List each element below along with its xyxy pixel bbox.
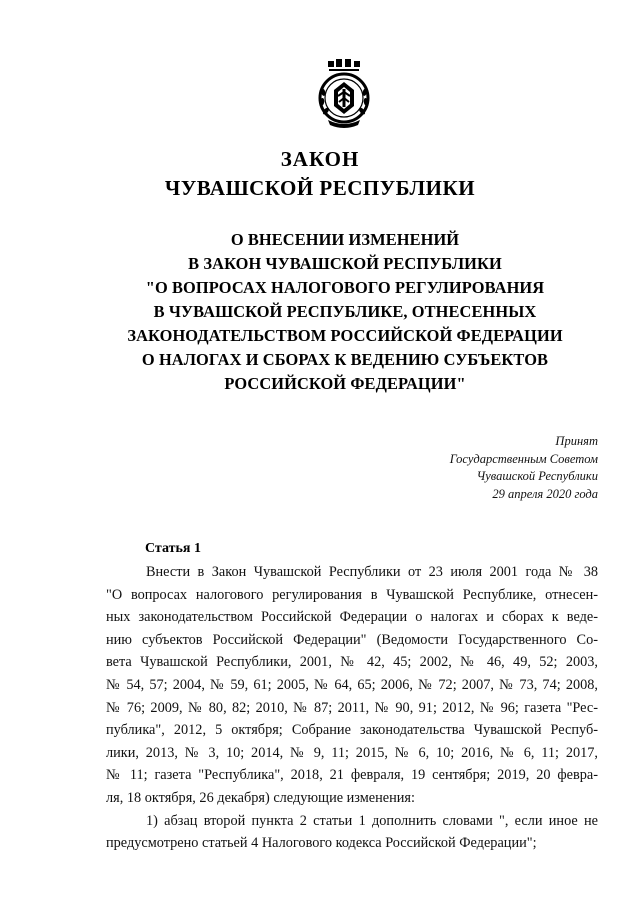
document-type-title: ЗАКОН (280, 147, 360, 171)
body-line: нию субъектов Российской Федерации" (Ведомости Государственного Со- (106, 631, 598, 648)
law-name-line: В ЗАКОН ЧУВАШСКОЙ РЕСПУБЛИКИ (188, 254, 502, 273)
body-line: "О вопросах налогового регулирования в Чувашской Республике, отнесен- (106, 586, 598, 603)
law-name-line: О ВНЕСЕНИИ ИЗМЕНЕНИЙ (230, 230, 460, 249)
adoption-line: Государственным Советом (449, 451, 598, 466)
body-line: вета Чувашской Республики, 2001, № 42, 45; 2002, № 46, 49, 52; 2003, (106, 654, 598, 671)
law-name-line: РОССИЙСКОЙ ФЕДЕРАЦИИ" (224, 374, 466, 393)
chuvash-emblem-icon (314, 58, 374, 130)
adoption-line: Принят (555, 434, 598, 448)
article-heading: Статья 1 (145, 541, 201, 556)
body-line: ля, 18 октября, 26 декабря) следующие изменения: (106, 789, 415, 806)
body-line: публика", 2012, 5 октября; Собрание законодательства Чувашской Респуб- (106, 722, 598, 739)
issuer-title: ЧУВАШСКОЙ РЕСПУБЛИКИ (164, 176, 476, 200)
body-line: № 54, 57; 2004, № 59, 61; 2005, № 64, 65; 2006, № 72; 2007, № 73, 74; 2008, (106, 676, 598, 693)
law-name-line: О НАЛОГАХ И СБОРАХ К ВЕДЕНИЮ СУБЪЕКТОВ (141, 350, 549, 369)
body-line: № 11; газета "Республика", 2018, 21 февраля, 19 сентября; 2019, 20 февра- (106, 767, 598, 784)
article-body (106, 561, 598, 855)
body-line: лики, 2013, № 3, 10; 2014, № 9, 11; 2015, № 6, 10; 2016, № 6, 11; 2017, (106, 744, 598, 761)
body-line: Внести в Закон Чувашской Республики от 23 июля 2001 года № 38 (146, 564, 598, 580)
body-line: 1) абзац второй пункта 2 статьи 1 дополнить словами ", если иное не (146, 812, 598, 829)
body-line: № 76; 2009, № 80, 82; 2010, № 87; 2011, № 90, 91; 2012, № 96; газета "Рес- (106, 699, 598, 716)
law-name-line: ЗАКОНОДАТЕЛЬСТВОМ РОССИЙСКОЙ ФЕДЕРАЦИИ (127, 326, 563, 345)
adoption-line: Чувашской Республики (476, 469, 598, 483)
body-line: ных законодательством Российской Федерации о налогах и сборах к веде- (106, 609, 598, 626)
law-name-line: "О ВОПРОСАХ НАЛОГОВОГО РЕГУЛИРОВАНИЯ (145, 278, 545, 297)
law-name-line: В ЧУВАШСКОЙ РЕСПУБЛИКЕ, ОТНЕСЕННЫХ (153, 302, 537, 321)
adoption-date: 29 апреля 2020 года (492, 486, 598, 501)
adoption-note (398, 433, 598, 503)
body-line: предусмотрено статьей 4 Налогового кодекса Российской Федерации"; (106, 835, 537, 852)
law-name (100, 228, 590, 396)
